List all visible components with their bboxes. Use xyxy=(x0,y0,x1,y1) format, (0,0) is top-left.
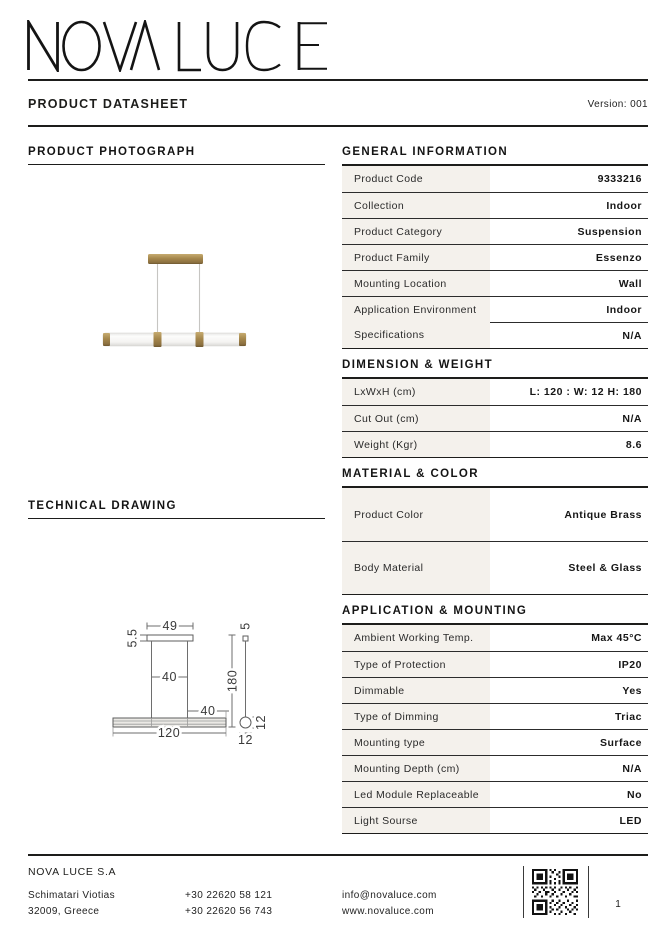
lamp-glass-tube xyxy=(103,333,246,346)
table-row xyxy=(342,296,648,322)
footer-divider-right xyxy=(588,866,589,918)
lamp-connector-right xyxy=(196,332,204,347)
divider-header xyxy=(28,125,648,127)
table-row xyxy=(342,651,648,677)
row-value: Surface xyxy=(599,736,642,749)
material-color-table xyxy=(342,488,648,595)
footer-divider-left xyxy=(523,866,524,918)
row-label: Led Module Replaceable xyxy=(342,782,490,807)
footer-website: www.novaluce.com xyxy=(342,905,434,917)
footer-address xyxy=(28,888,115,919)
table-row xyxy=(342,488,648,541)
row-label: Body Material xyxy=(342,542,490,594)
row-value: IP20 xyxy=(618,658,642,671)
section-title: DIMENSION & WEIGHT xyxy=(342,359,648,379)
row-value: No xyxy=(627,788,642,801)
row-label: Ambient Working Temp. xyxy=(342,625,490,651)
section-application-mounting xyxy=(342,605,648,834)
row-label: Specifications xyxy=(342,322,490,348)
row-value: Wall xyxy=(618,277,642,290)
row-label: Mounting Depth (cm) xyxy=(342,756,490,781)
row-value: Indoor xyxy=(606,303,642,316)
row-label: Product Code xyxy=(342,166,490,192)
row-value: N/A xyxy=(622,412,642,425)
divider-footer xyxy=(28,854,648,856)
footer-contact xyxy=(342,888,437,919)
table-row xyxy=(342,270,648,296)
section-material-color xyxy=(342,468,648,595)
table-row xyxy=(342,192,648,218)
row-value: Indoor xyxy=(606,199,642,212)
general-information-table xyxy=(342,166,648,349)
divider-top xyxy=(28,79,648,81)
table-row xyxy=(342,218,648,244)
footer-email: info@novaluce.com xyxy=(342,890,437,901)
row-label: Product Category xyxy=(342,219,490,244)
dim-side-top-width: 5 xyxy=(238,622,253,630)
dim-total-height: 180 xyxy=(225,669,240,693)
table-row xyxy=(342,781,648,807)
row-value: Yes xyxy=(622,684,642,697)
row-label: Type of Dimming xyxy=(342,704,490,729)
table-row xyxy=(342,166,648,192)
section-general-information xyxy=(342,146,648,349)
lamp-endcap-right xyxy=(239,333,246,346)
table-row xyxy=(342,379,648,405)
row-value: Antique Brass xyxy=(564,508,642,521)
footer-phones xyxy=(185,888,272,919)
dimension-weight-table xyxy=(342,379,648,458)
row-label: Application Environment xyxy=(342,297,490,322)
row-value: 8.6 xyxy=(625,438,642,451)
section-dimension-weight xyxy=(342,359,648,458)
lamp-endcap-left xyxy=(103,333,110,346)
row-label: Type of Protection xyxy=(342,652,490,677)
drawing-section-heading: TECHNICAL DRAWING xyxy=(28,500,325,519)
dim-wire-to-end: 40 xyxy=(200,704,216,718)
table-row xyxy=(342,677,648,703)
row-value: N/A xyxy=(622,762,642,775)
footer-address-line2: 32009, Greece xyxy=(28,905,100,917)
table-row xyxy=(342,729,648,755)
technical-drawing xyxy=(28,600,308,760)
qr-code xyxy=(532,869,578,915)
row-label: LxWxH (cm) xyxy=(342,379,490,405)
row-value: Triac xyxy=(614,710,642,723)
dim-wire-spacing: 40 xyxy=(162,670,177,684)
page-title: PRODUCT DATASHEET xyxy=(28,97,189,111)
version-label: Version: 001 xyxy=(587,98,648,110)
footer-phone-2: +30 22620 56 743 xyxy=(185,905,273,917)
spec-tables xyxy=(342,146,648,834)
row-label: Collection xyxy=(342,193,490,218)
table-row xyxy=(342,625,648,651)
dim-bar-length: 120 xyxy=(157,726,181,740)
lamp-canopy xyxy=(148,254,203,264)
drawing-canopy xyxy=(147,635,193,641)
row-value: 9333216 xyxy=(597,173,642,185)
table-row xyxy=(342,541,648,594)
table-row xyxy=(342,405,648,431)
table-row xyxy=(342,703,648,729)
footer-address-line1: Schimatari Viotias xyxy=(28,890,116,901)
table-row xyxy=(342,244,648,270)
drawing-side-bar xyxy=(240,717,251,728)
table-row xyxy=(342,807,648,833)
row-label: Cut Out (cm) xyxy=(342,406,490,431)
photo-section-heading: PRODUCT PHOTOGRAPH xyxy=(28,146,325,165)
row-label: Light Sourse xyxy=(342,808,490,833)
dim-side-bar-height: 12 xyxy=(254,715,268,730)
section-title: APPLICATION & MOUNTING xyxy=(342,605,648,625)
row-value: Essenzo xyxy=(595,251,642,264)
row-label: Dimmable xyxy=(342,678,490,703)
lamp-connector-left xyxy=(154,332,162,347)
row-value: Max 45°C xyxy=(591,632,642,644)
footer-company-name: NOVA LUCE S.A xyxy=(28,866,117,878)
row-value: L: 120 : W: 12 H: 180 xyxy=(529,386,642,398)
page-number: 1 xyxy=(615,899,621,910)
table-row xyxy=(342,431,648,457)
drawing-side-canopy xyxy=(243,636,248,641)
section-title: GENERAL INFORMATION xyxy=(342,146,648,166)
dim-canopy-height: 5.5 xyxy=(125,628,140,648)
row-label: Weight (Kgr) xyxy=(342,432,490,457)
footer-phone-1: +30 22620 58 121 xyxy=(185,890,273,901)
nova-luce-logo xyxy=(27,20,329,72)
table-row xyxy=(342,755,648,781)
dim-canopy-width: 49 xyxy=(162,619,178,633)
application-mounting-table xyxy=(342,625,648,834)
row-label: Mounting type xyxy=(342,730,490,755)
datasheet-header xyxy=(28,97,648,111)
row-value: Suspension xyxy=(577,225,642,238)
row-value: LED xyxy=(619,814,642,827)
row-value: N/A xyxy=(490,322,648,348)
row-label: Product Color xyxy=(342,488,490,541)
row-label: Mounting Location xyxy=(342,271,490,296)
dim-side-bar-width: 12 xyxy=(238,733,253,747)
section-title: MATERIAL & COLOR xyxy=(342,468,648,488)
product-photo xyxy=(28,230,308,360)
table-row xyxy=(342,322,648,348)
row-label: Product Family xyxy=(342,245,490,270)
row-value: Steel & Glass xyxy=(568,562,642,574)
